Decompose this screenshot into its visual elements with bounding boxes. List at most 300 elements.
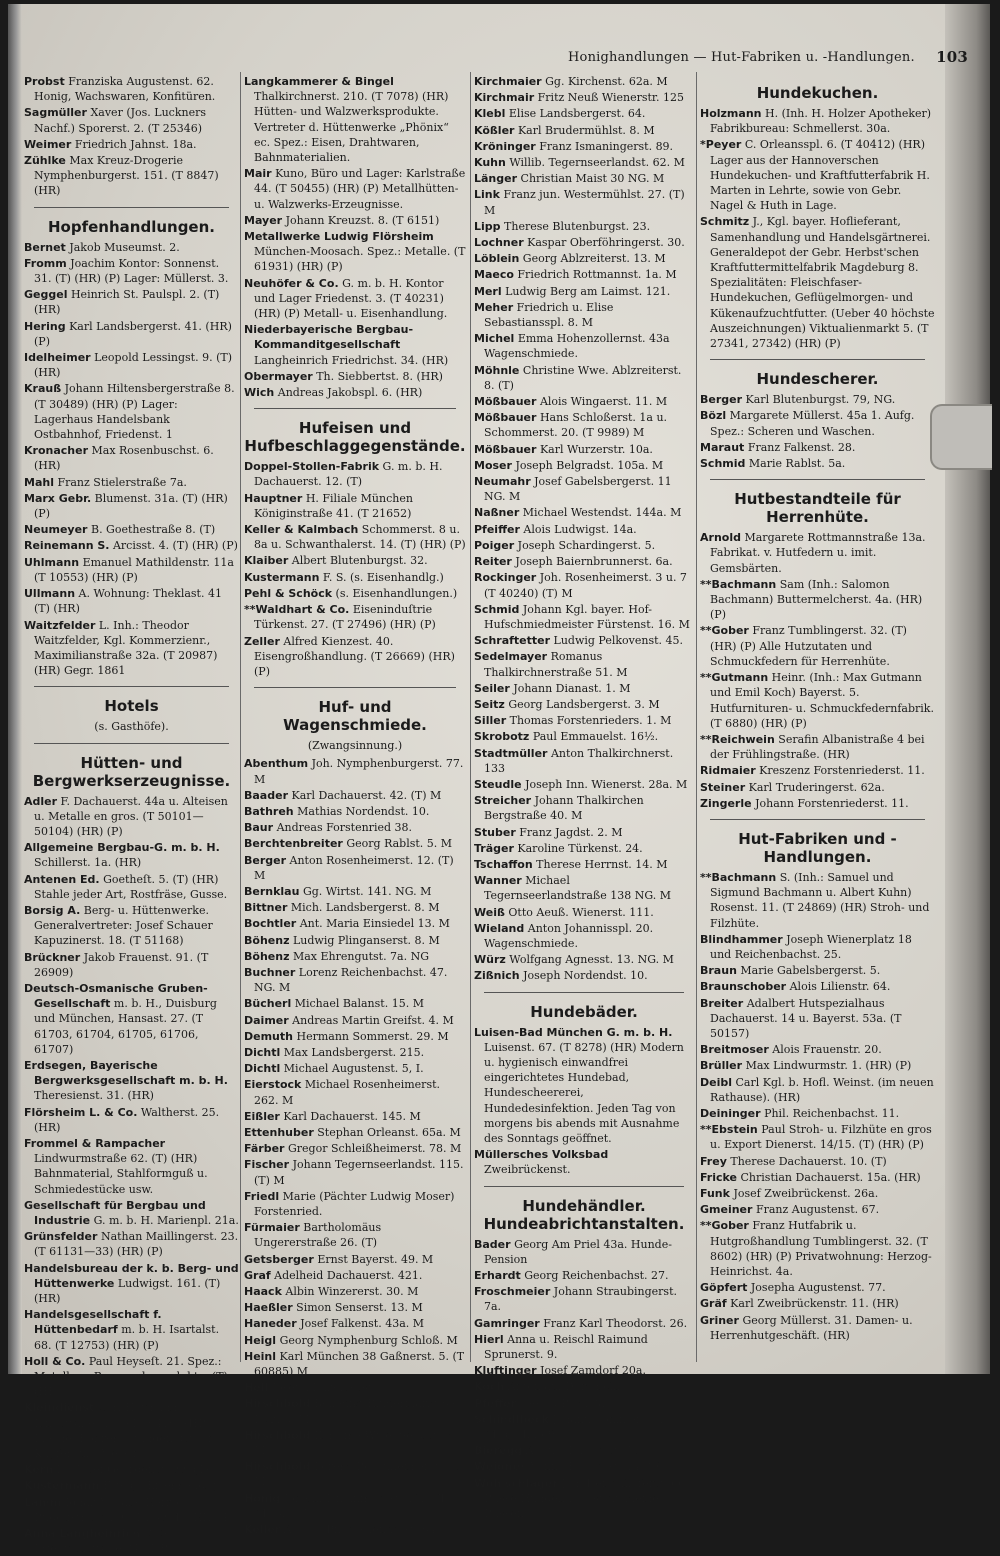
entry-text: Friedrich u. Elise Sebastiansspl. 8. M (484, 300, 614, 330)
column-divider (696, 72, 697, 1362)
entry-text: Joh. Nymphenburgerst. 77. M (254, 757, 464, 786)
entry-text: München-Moosach. Spez.: Metalle. (T 61931) (HR) (P) (254, 245, 466, 274)
entry-text: Kreszenz Forstenriederst. 11. (759, 764, 925, 778)
entry-text: Michael Tegernseerlandstraße 138 NG. M (484, 874, 672, 903)
directory-entry (700, 440, 935, 455)
directory-entry (244, 1333, 466, 1348)
directory-entry (244, 634, 466, 680)
entry-name: Daimer (244, 1013, 289, 1027)
entry-name: Dichtl (244, 1045, 281, 1059)
entry-list (24, 74, 239, 199)
directory-entry (474, 363, 694, 393)
running-header (568, 50, 978, 65)
directory-entry (244, 1013, 466, 1028)
entry-text: Joseph Bazeillesst. 5. (271, 1381, 390, 1395)
entry-text: Otto Aeuß. Wienerst. 111. (508, 905, 654, 919)
entry-text: Michael Rosenheimerst. 262. M (254, 1078, 441, 1107)
entry-text: Josef Falkenst. 43a. M (300, 1317, 425, 1331)
entry-text: Nathan Maillingerst. 23. (T 61131—33) (HR) (P) (34, 1230, 239, 1259)
directory-entry (700, 1218, 935, 1279)
section-title: Hundescherer. (756, 370, 879, 389)
directory-entry (24, 137, 239, 152)
entry-text: Georg Müllerst. 31. Damen- u. Herrenhutgeschäft. (HR) (710, 1313, 913, 1342)
directory-entry (24, 1136, 239, 1197)
directory-entry (474, 1147, 694, 1177)
directory-entry (700, 1170, 935, 1185)
entry-text: Fritz Neuß Wienerstr. 125 (537, 91, 684, 105)
entry-text: Andreas Jakobspl. 6. (HR) (277, 386, 423, 400)
directory-entry (24, 586, 239, 616)
directory-entry (474, 410, 694, 440)
binding-shadow (8, 4, 22, 1374)
entry-text: Jakob Museumst. 2. (69, 240, 180, 254)
entry-text: Hermann Sommerst. 29. M (296, 1029, 449, 1043)
directory-entry (700, 732, 935, 762)
entry-name: Demuth (244, 1029, 293, 1043)
directory-entry (244, 1189, 466, 1219)
directory-entry (474, 873, 694, 903)
entry-name: Gmeiner (700, 1203, 753, 1217)
entry-name: Brückner (24, 950, 81, 964)
entry-name: Adler (24, 794, 58, 808)
directory-entry (24, 872, 239, 902)
entry-text: Johann Kgl. bayer. Hof-Hufschmiedmeister Fürstenst. 16. M (484, 602, 690, 631)
directory-entry (700, 577, 935, 623)
section-title: Hutbestandteile für Herrenhüte. (734, 490, 901, 527)
directory-entry (474, 1363, 694, 1378)
directory-entry (474, 952, 694, 967)
entry-text: C. Orleansspl. 6. (T 40412) (HR) Lager aus der Hannoverschen Hundekuchen- und Kraftfutterfabrik H. Marten in Lehrte, sowie von Gebr. Nagel & Huth in Lage. (710, 138, 930, 213)
entry-text: Georg Reichenbachst. 27. (524, 1269, 669, 1283)
directory-entry (244, 553, 466, 568)
entry-name: Neumeyer (24, 523, 88, 537)
directory-entry (474, 251, 694, 266)
directory-entry (474, 968, 694, 983)
directory-entry (244, 322, 466, 368)
directory-entry (474, 1379, 694, 1394)
entry-name: Handelsbureau der k. b. Berg- und Hüttenwerke (24, 1261, 239, 1290)
entry-name: Schraftetter (474, 634, 551, 648)
entry-name: Weiß (474, 905, 505, 919)
directory-entry (700, 214, 935, 351)
entry-name: Lochner (474, 236, 524, 250)
entry-name: Klaiber (244, 554, 289, 568)
directory-entry (474, 1396, 694, 1411)
entry-name: Poiger (474, 538, 515, 552)
entry-name: Schmid (474, 602, 520, 616)
entry-text: Karl Dachauerst. 42. (T) M (291, 788, 442, 802)
directory-entry (24, 1400, 239, 1461)
entry-name: Dichtl (244, 1062, 281, 1076)
section-rule (34, 743, 229, 744)
entry-text: Friedrich Jahnst. 18a. (74, 137, 197, 151)
directory-entry (24, 240, 239, 255)
entry-name: Meher (474, 300, 514, 314)
entry-name: Flörsheim L. & Co. (24, 1105, 138, 1119)
entry-name: Stuber (474, 825, 516, 839)
entry-text: Marie (Pächter Ludwig Moser) Forstenried. (254, 1189, 455, 1218)
directory-entry (474, 522, 694, 537)
entry-text: Dr. Josef Georgenst. 99. (T) (56, 1463, 209, 1477)
entry-list (24, 240, 239, 679)
directory-entry (24, 794, 239, 840)
entry-name: Pfeiffer (474, 522, 520, 536)
directory-entry (700, 1154, 935, 1169)
entry-name: Fürmaier (244, 1221, 300, 1235)
entry-text: Lindwurmstraße 62. (T) (HR) Bahnmaterial, Stahlformguß u. Schmiedestücke usw. (34, 1152, 208, 1196)
directory-entry (244, 1522, 466, 1537)
directory-entry (244, 853, 466, 883)
directory-entry (24, 903, 239, 949)
entry-text: Xaver (Jos. Luckners Nachf.) Sporerst. 2. (T 25346) (34, 106, 206, 135)
entry-text: Heinrich St. Paulspl. 2. (T) (HR) (34, 288, 220, 317)
entry-text: G. m. b. H. Marienpl. 21a. (93, 1214, 239, 1227)
entry-text: Benedikt Rindermarkt 6a, I. Aufg. M (254, 1397, 459, 1426)
entry-name: Bernet (24, 240, 66, 254)
entry-text: Elise Landsbergerst. 64. (508, 107, 646, 121)
entry-name: Seitz (474, 697, 505, 711)
entry-name: Merl (474, 284, 502, 298)
entry-list (700, 870, 935, 1343)
entry-text: Michael Augustenst. 5, I. (283, 1062, 424, 1076)
directory-entry (244, 1300, 466, 1315)
entry-name: Erhardt (474, 1269, 521, 1283)
entry-name: Kern (24, 1463, 54, 1477)
entry-name: Obermayer (244, 369, 313, 383)
entry-text: Karl Zweibrückenstr. 11. (HR) (730, 1297, 899, 1311)
entry-text: Josef Zweibrückenst. 26a. (733, 1186, 879, 1200)
entry-name: Siller (474, 714, 507, 728)
entry-name: Hauptner (244, 491, 303, 505)
entry-text: Willib. Tegernseerlandst. 62. M (509, 156, 685, 170)
entry-text: Johann Sommerstraße 41. (T 42289) (484, 1412, 678, 1442)
entry-text: Johann Dianast. 1. M (513, 681, 631, 695)
entry-text: Heinr. (Inh.: Max Gutmann und Emil Koch) Bayerst. 5. Hutfurnituren- u. Schmuckfedernfabrik. (T 6880) (HR) (P) (710, 671, 934, 730)
entry-text: Bartholomäus Ungererstraße 26. (T) (254, 1221, 382, 1250)
entry-name: Bözl (700, 409, 727, 423)
directory-entry (24, 538, 239, 553)
entry-name: Ullmann (24, 587, 76, 601)
entry-text: Carl Hermann Lingstraße 121. (T 50410) (HR) Bleche, Röhren, Stangen usw. in Kupfer und Messing. (34, 1401, 215, 1461)
directory-entry (24, 1462, 239, 1477)
entry-name: **Gutmann (700, 671, 769, 685)
entry-text: L. Inh.: Theodor Waitzfelder, Kgl. Kommerzienr., Maximilianstraße 32a. (T 20987) (HR) Gegr. 1861 (34, 618, 218, 678)
entry-text: Anton Rosenheimerst. 12. (T) M (254, 853, 454, 882)
directory-entry (474, 74, 694, 89)
directory-entry (244, 602, 466, 632)
directory-entry (24, 555, 239, 585)
directory-entry (244, 1284, 466, 1299)
entry-text: Th. Siebbertst. 8. (HR) (316, 369, 443, 383)
entry-name: Honig (244, 1491, 281, 1505)
directory-entry (474, 841, 694, 856)
entry-text: Karl Brudermühlst. 8. M (517, 123, 655, 137)
entry-text: Gg. Wirtst. 141. NG. M (302, 884, 432, 898)
entry-name: Frey (700, 1154, 727, 1168)
directory-entry (244, 1268, 466, 1283)
entry-text: F. S. (s. Eisenhandlg.) (102, 1479, 224, 1493)
directory-entry (474, 442, 694, 457)
entry-text: Therese Blutenburgst. 23. (504, 219, 651, 233)
entry-name: Steiner (700, 780, 746, 794)
entry-text: Alois Lilienstr. 64. (789, 980, 891, 994)
entry-text: Karl Blutenburgst. 79, NG. (745, 393, 896, 407)
directory-entry (700, 106, 935, 136)
directory-entry (474, 649, 694, 679)
entry-text: Max Lindwurmstr. 1. (HR) (P) (745, 1059, 912, 1073)
directory-entry (244, 1428, 466, 1458)
entry-name: Pehl & Schöck (244, 586, 333, 600)
entry-name: Bathreh (244, 804, 294, 818)
directory-entry (474, 1476, 694, 1522)
directory-entry (244, 276, 466, 322)
column-divider (470, 72, 471, 1362)
directory-entry (244, 949, 466, 964)
entry-text: Friedrich Rottmannst. 1a. M (517, 268, 677, 282)
directory-entry (244, 756, 466, 786)
directory-entry (244, 1045, 466, 1060)
entry-text: J., Kgl. bayer. Hoflieferant, Samenhandlung und Handelsgärtnerei. Generaldepot der Gebr. Herbst'schen Kraftfuttermittelfabrik Magdeburg 8. Spezialitäten: Fleischfaser-Hundekuchen, Geflügelmorgen- und Kükenaufzuchtfutter. (Ueber 40 höchste Auszeichnungen) Viktualienmarkt 5. (T 27341, 27342) (HR) (P) (710, 215, 935, 351)
entry-name: Kirchmair (474, 91, 535, 105)
directory-entry (474, 123, 694, 138)
entry-text: Georg Landsbergerst. 3. M (508, 697, 660, 711)
directory-entry (474, 394, 694, 409)
entry-name: Klebl (474, 107, 506, 121)
entry-name: Link (474, 188, 500, 202)
entry-list (700, 106, 935, 351)
directory-entry (244, 1029, 466, 1044)
directory-entry (244, 1380, 466, 1395)
directory-entry (474, 554, 694, 569)
entry-text: Georg Rablst. 5. M (346, 837, 453, 851)
entry-name: Ettenhuber (244, 1125, 314, 1139)
entry-name: Göpfert (700, 1281, 748, 1295)
entry-name: Lamm (24, 1495, 62, 1509)
entry-name: Rockinger (474, 571, 537, 585)
entry-name: Maraut (700, 440, 745, 454)
entry-name: Probst (24, 75, 65, 88)
entry-list (244, 756, 466, 1537)
section-title: Hütten- und Bergwerkserzeugnisse. (32, 753, 231, 790)
entry-text: Karl Truderingerst. 62a. (748, 780, 885, 794)
entry-name: Bochtler (244, 917, 297, 931)
entry-name: Gesellschaft für Bergbau und Industrie (24, 1198, 206, 1227)
directory-entry (474, 857, 694, 872)
entry-name: Schmitz (700, 215, 750, 229)
column-1 (24, 74, 239, 1556)
directory-entry (24, 105, 239, 135)
directory-entry (244, 1157, 466, 1187)
directory-entry (700, 1313, 935, 1343)
entry-name: Getsberger (244, 1252, 314, 1266)
column-2 (244, 74, 466, 1537)
entry-text: Marie Gabelsbergerst. 5. (740, 964, 881, 978)
entry-name: Zeller (244, 634, 280, 648)
entry-text: Albert Blutenburgst. 32. (291, 554, 428, 568)
entry-name: Waitzfelder (24, 618, 96, 632)
entry-text: Simon Senserst. 13. M (296, 1301, 423, 1315)
entry-name: Haneder (244, 1317, 297, 1331)
directory-entry (474, 155, 694, 170)
directory-entry (244, 213, 466, 228)
directory-entry (24, 840, 239, 870)
directory-entry (24, 522, 239, 537)
directory-entry (474, 1332, 694, 1362)
entry-text: Franz Augustenst. 67. (755, 1203, 880, 1217)
entry-text: Christian Dachauerst. 15a. (HR) (740, 1170, 921, 1184)
entry-name: Heinl (244, 1349, 277, 1363)
directory-entry (700, 763, 935, 778)
entry-text: Gg. Kirchenst. 62a. M (545, 75, 668, 88)
directory-entry (474, 458, 694, 473)
directory-entry (700, 963, 935, 978)
entry-text: Franz Hutfabrik u. Hutgroßhandlung Tumblingerst. 32. (T 8602) (HR) (P) Privatwohnung: Herzog-Heinrichst. 4a. (710, 1219, 932, 1278)
directory-entry (244, 884, 466, 899)
directory-entry (244, 166, 466, 212)
entry-name: Neumahr (474, 475, 531, 489)
entry-name: Funk (700, 1186, 730, 1200)
entry-text: Georg Am Priel 43a. Hunde-Pension (484, 1237, 672, 1266)
directory-entry (244, 229, 466, 275)
entry-name: Reinemann S. (24, 539, 110, 553)
directory-entry (474, 331, 694, 361)
directory-entry (474, 1237, 694, 1267)
entry-name: Kuhn (474, 156, 506, 170)
entry-text: (s. Eisenhandlungen.) (335, 586, 458, 600)
entry-text: Kaspar Oberföhringerst. 30. (527, 236, 685, 250)
directory-entry (474, 300, 694, 330)
entry-name: Uhlmann (24, 555, 80, 569)
entry-text: Leopold Lessingst. 9. (T) (HR) (34, 351, 232, 380)
entry-name: Weimer (24, 137, 72, 151)
entry-name: Tschaffon (474, 857, 533, 871)
directory-entry (474, 139, 694, 154)
entry-name: Zühlke (24, 154, 66, 168)
entry-text: Phil. Reichenbachst. 11. (764, 1106, 900, 1120)
entry-text: Christian Maist 30 NG. M (520, 172, 665, 186)
directory-entry (474, 1412, 694, 1442)
entry-name: Kröninger (474, 139, 536, 153)
directory-entry (24, 1495, 239, 1525)
entry-text: Luisenst. 67. (T 8278) (HR) Modern u. hygienisch einwandfrei eingerichtetes Hundebad, Hundescheererei, Hundedesinfektion. Jeden Tag von morgens bis abends mit Ausnahme des Sonntags geöffnet. (484, 1040, 684, 1145)
directory-entry (474, 713, 694, 728)
directory-entry (474, 1268, 694, 1283)
section-note: (Zwangsinnung.) (307, 739, 403, 753)
entry-text: Marie Rablst. 5a. (748, 457, 846, 471)
entry-name: Anna Langheinrich (24, 1527, 141, 1541)
section-title: Hundebäder. (530, 1002, 638, 1021)
directory-entry (24, 618, 239, 679)
directory-entry (24, 1307, 239, 1353)
entry-name: Zißnich (474, 969, 520, 983)
entry-name: Arnold (700, 531, 741, 545)
directory-entry (474, 187, 694, 217)
section-title: Hundehändler. Hundeabrichtanstalten. (483, 1196, 685, 1233)
directory-entry (700, 456, 935, 471)
entry-text: Romanus Thalkirchnerstraße 51. M (484, 650, 628, 679)
entry-text: Joachim Kontor: Sonnenst. 31. (T) (HR) (P) Lager: Müllerst. 3. (34, 256, 229, 286)
section-rule (710, 359, 925, 360)
column-3 (474, 74, 694, 1521)
directory-entry (700, 1075, 935, 1105)
page-edge (945, 4, 990, 1374)
entry-name: Mahl (24, 475, 54, 489)
entry-text: Albin Winzererst. 30. M (285, 1285, 419, 1299)
entry-name: Friedl (244, 1189, 280, 1203)
entry-name: Heigl (244, 1333, 277, 1347)
entry-list (24, 794, 239, 1556)
entry-name: Keller (244, 1523, 281, 1537)
entry-text: Langheinrich Friedrichst. 34. (HR) (254, 353, 449, 367)
entry-text: Margarete Müllerst. 45a 1. Aufg. Spez.: Scheren und Waschen. (710, 409, 915, 438)
directory-entry (244, 1141, 466, 1156)
entry-name: Stadtmüller (474, 746, 548, 760)
entry-text: Christine Wwe. Ablzreiterst. 8. (T) (484, 363, 682, 392)
entry-name: Holzmann (700, 107, 762, 120)
entry-name: Abenthum (244, 757, 309, 771)
entry-name: Bücherl (244, 997, 292, 1011)
directory-entry (24, 1526, 239, 1556)
directory-entry (24, 1478, 239, 1493)
entry-text: Eiseninduſtrie Türkenst. 27. (T 27496) (HR) (P) (254, 603, 436, 632)
directory-entry (244, 1109, 466, 1124)
section-title: Hopfenhandlungen. (48, 217, 215, 236)
entry-text: Joseph Baiernbrunnerst. 6a. (515, 555, 673, 569)
entry-text: Max Landsbergerst. 215. (283, 1045, 425, 1059)
entry-name: *Peyer (700, 138, 742, 152)
entry-name: Blindhammer (700, 932, 783, 946)
entry-name: Langkammerer & Bingel (244, 75, 394, 88)
entry-text: Wolfgang Agnesst. 13. NG. M (509, 953, 674, 967)
entry-name: Michel (474, 332, 515, 346)
entry-text: Karl Dachauerst. 145. M (283, 1109, 421, 1123)
entry-name: Deibl (700, 1075, 733, 1089)
directory-entry (24, 381, 239, 442)
entry-name: Böhenz (244, 949, 290, 963)
entry-name: Steudle (474, 777, 522, 791)
section-rule (484, 992, 684, 993)
entry-text: H. Filiale München Königinstraße 41. (T 21652) (254, 491, 413, 520)
directory-entry (24, 981, 239, 1057)
entry-text: Paul Stroh- u. Filzhüte en gros u. Export Dienerst. 14/15. (T) (HR) (P) (710, 1123, 932, 1152)
directory-entry (700, 780, 935, 795)
directory-entry (474, 793, 694, 823)
entry-name: Moser (474, 458, 512, 472)
directory-entry (474, 681, 694, 696)
entry-text: F. S. (s. Eisenhandlg.) (322, 570, 444, 584)
entry-text: Max Rosenbuschst. 6. (HR) (34, 444, 214, 473)
entry-name: Kößler (474, 123, 515, 137)
directory-entry (244, 491, 466, 521)
entry-text: Schillerst. 1a. (HR) (34, 856, 142, 870)
entry-text: G. m. b. H. Kontor und Lager Friedenst. 3. (T 40231) (HR) (P) Metall- u. Eisenhandlung. (254, 276, 448, 321)
directory-entry (700, 979, 935, 994)
entry-name: Hering (24, 319, 66, 333)
directory-entry (244, 1125, 466, 1140)
entry-name: Sedelmayer (474, 650, 548, 664)
directory-entry (474, 777, 694, 792)
entry-text: F. Dachauerst. 44a u. Alteisen u. Metalle en gros. (T 50101—50104) (HR) (P) (34, 794, 228, 838)
directory-entry (24, 491, 239, 521)
directory-entry (700, 392, 935, 407)
entry-text: Johann Kreuzst. 8. (T 6151) (285, 213, 440, 227)
entry-name: Hirschbold (244, 1428, 311, 1442)
directory-entry (700, 670, 935, 731)
entry-name: Breitmoser (700, 1043, 769, 1057)
entry-text: Franz Karl Theodorst. 26. (543, 1316, 688, 1330)
entry-name: Wich (244, 386, 275, 400)
directory-entry (244, 1061, 466, 1076)
